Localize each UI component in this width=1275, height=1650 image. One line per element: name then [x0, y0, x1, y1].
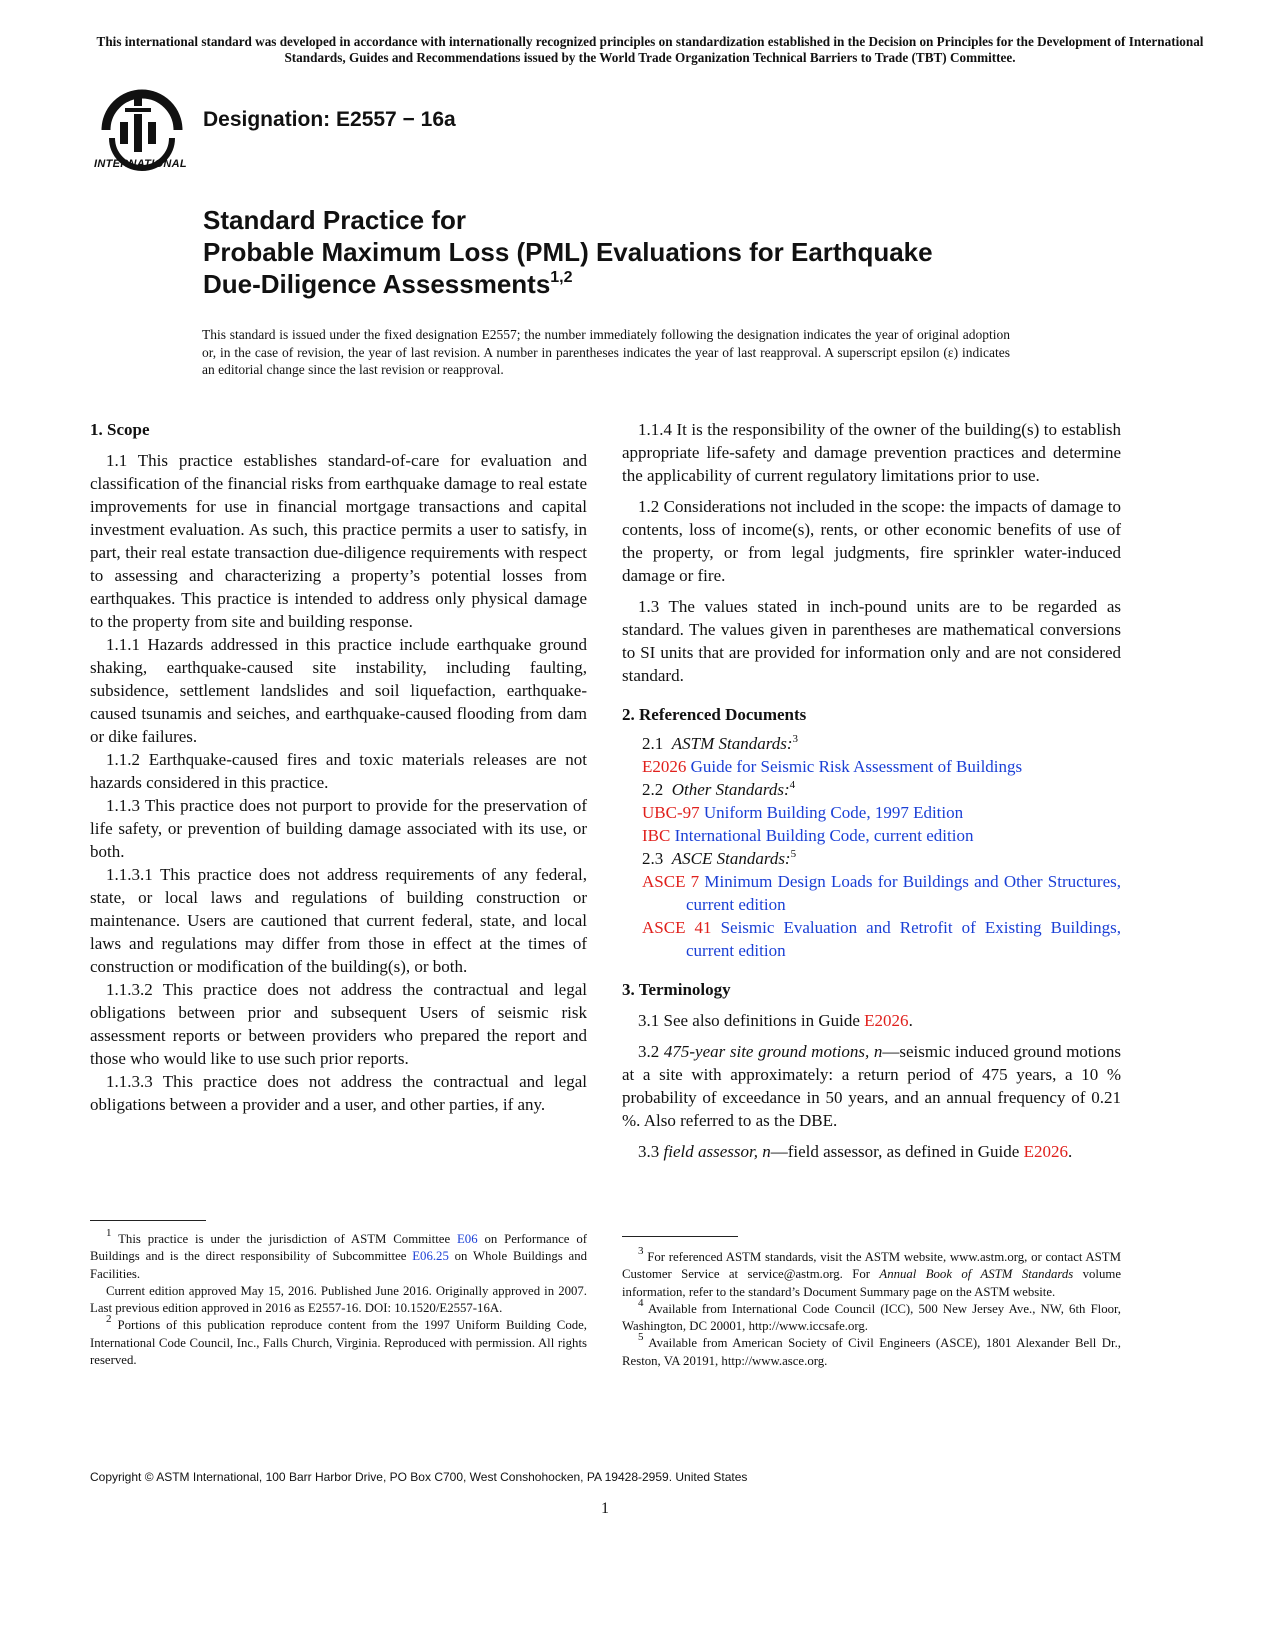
p3-3-num: 3.3	[638, 1142, 664, 1161]
fn1-link-e0625[interactable]: E06.25	[412, 1249, 449, 1264]
para-3-1	[622, 1009, 1121, 1032]
para-1-1-3-1: 1.1.3.1 This practice does not address requirements of any federal, state, or local laws and regulations of building construction or maintenance. Users are cautioned that current federal, state, and local laws and regulations may differ from those in effect at the times of construction or modification of the building(s), or both.	[90, 865, 587, 976]
ref-ibc-code[interactable]: IBC	[642, 826, 671, 845]
fn3-text-b: volume information, refer to the standard’s Document Summary page on the ASTM website.	[622, 1267, 1121, 1299]
s2-3-num: 2.3	[642, 849, 664, 868]
left-column	[90, 418, 587, 1116]
issued-note: This standard is issued under the fixed designation E2557; the number immediately following the designation indicates the year of original adoption or, in the case of revision, the year of last revision. A number in parentheses indicates the year of last reapproval. A superscript epsilon (ε) indicates an editorial change since the last revision or reapproval.	[202, 327, 1010, 377]
fn3-sup: 3	[638, 1245, 644, 1257]
astm-logo	[92, 86, 192, 172]
s2-3-label: ASCE Standards:	[671, 849, 791, 868]
footnote-rule-right	[622, 1236, 738, 1237]
fn3-text-a: For referenced ASTM standards, visit the ASTM website, www.astm.org, or contact ASTM Customer Service at service@astm.org. For	[622, 1250, 1121, 1282]
ref-ibc-link[interactable]: International Building Code, current edition	[674, 826, 974, 845]
p3-2-num: 3.2	[638, 1042, 664, 1061]
para-1-1-4: 1.1.4 It is the responsibility of the owner of the building(s) to establish appropriate life-safety and damage prevention practices and determine the applicability of current regulatory limitations prior to use.	[622, 420, 1121, 485]
title-line-3-text: Due-Diligence Assessments	[203, 269, 551, 299]
copyright: Copyright © ASTM International, 100 Barr Harbor Drive, PO Box C700, West Conshohocken, PA 19428-2959. United States	[90, 1470, 748, 1484]
header-note: This international standard was developed in accordance with internationally recognized principles on standardization established in the Decision on Principles for the Development of International Standards, Guides and Recommendations issued by the World Trade Organization Technical Barriers to Trade (TBT) Committee.	[96, 34, 1204, 65]
p3-3-link[interactable]: E2026	[1023, 1142, 1068, 1161]
footnotes-right	[622, 1245, 1121, 1370]
footnotes-left	[90, 1227, 587, 1369]
ref-e2026-link[interactable]: Guide for Seismic Risk Assessment of Buildings	[690, 757, 1023, 776]
p3-1-link[interactable]: E2026	[864, 1011, 909, 1030]
fn1-text-c: on Whole Buildings and Facilities.	[90, 1249, 587, 1281]
ref-asce7-code[interactable]: ASCE 7	[642, 872, 700, 891]
page-title	[203, 204, 933, 300]
footnote-2	[90, 1313, 587, 1369]
ref-asce7[interactable]	[622, 870, 1121, 916]
fn2-text: Portions of this publication reproduce content from the 1997 Uniform Building Code, International Code Council, Inc., Falls Church, Virginia. Reproduced with permission. All rights reserved.	[90, 1318, 587, 1368]
fn5-text: Available from American Society of Civil Engineers (ASCE), 1801 Alexander Bell Dr., Reston, VA 20191, http://www.asce.org.	[622, 1336, 1121, 1368]
para-1-1-3-2: 1.1.3.2 This practice does not address the contractual and legal obligations between prior and subsequent Users of seismic risk assessment reports or between providers who prepared the report and those who would like to use such prior reports.	[90, 980, 587, 1068]
para-1-2: 1.2 Considerations not included in the scope: the impacts of damage to contents, loss of income(s), rents, or other economic benefits of use of the property, or from legal judgments, fire sprinkler water-induced damage or fire.	[622, 497, 1121, 585]
ref-asce41-link[interactable]: Seismic Evaluation and Retrofit of Existing Buildings, current edition	[686, 918, 1121, 960]
para-1-1-3-3: 1.1.3.3 This practice does not address the contractual and legal obligations between a provider and a user, and other parties, if any.	[90, 1072, 587, 1114]
ref-ubc-link[interactable]: Uniform Building Code, 1997 Edition	[703, 803, 964, 822]
title-line-3	[203, 268, 933, 300]
para-1-3: 1.3 The values stated in inch-pound units are to be regarded as standard. The values given in parentheses are mathematical conversions to SI units that are provided for information only and are not considered standard.	[622, 597, 1121, 685]
s2-1-label: ASTM Standards:	[671, 734, 793, 753]
para-1-1-1: 1.1.1 Hazards addressed in this practice include earthquake ground shaking, earthquake-caused site instability, including faulting, subsidence, settlement landslides and soil liquefaction, earthquake-caused tsunamis and seiches, and earthquake-caused flooding from dam or dike failures.	[90, 635, 587, 746]
fn1-text-a: This practice is under the jurisdiction of ASTM Committee	[111, 1232, 457, 1246]
fn3-italic: Annual Book of ASTM Standards	[879, 1267, 1074, 1282]
fn1-sup: 1	[106, 1227, 112, 1239]
s2-2-num: 2.2	[642, 780, 664, 799]
fn4-sup: 4	[638, 1296, 644, 1309]
p3-1-text: 3.1 See also definitions in Guide	[638, 1011, 865, 1030]
para-1-1-3: 1.1.3 This practice does not purport to provide for the preservation of life safety, or prevention of building damage associated with its use, or both.	[90, 796, 587, 861]
p3-3-end: .	[1067, 1142, 1073, 1161]
fn4-text: Available from International Code Council (ICC), 500 New Jersey Ave., NW, 6th Floor, Washington, DC 20001, http://www.iccsafe.org.	[622, 1301, 1121, 1334]
section-3-heading: 3. Terminology	[622, 980, 731, 999]
p3-1-end: .	[908, 1011, 913, 1030]
ref-ibc[interactable]	[622, 824, 1121, 847]
section-2-heading: 2. Referenced Documents	[622, 705, 807, 724]
ref-asce41[interactable]	[622, 916, 1121, 962]
fn1-link-e06[interactable]: E06	[456, 1232, 478, 1246]
ref-ubc-code[interactable]: UBC-97	[642, 803, 700, 822]
astm-standards-label	[642, 732, 1121, 755]
s2-2-label: Other Standards:	[671, 780, 790, 799]
logo-text: INTERNATIONAL	[94, 158, 187, 170]
section-1-heading: 1. Scope	[90, 420, 150, 439]
p3-3-text: —field assessor, as defined in Guide	[770, 1142, 1024, 1161]
footnote-3	[622, 1245, 1121, 1301]
other-standards-label	[642, 778, 1121, 801]
para-3-3	[622, 1140, 1121, 1163]
title-sup: 1,2	[550, 269, 573, 286]
page-number: 1	[601, 1500, 609, 1517]
s2-3-sup: 5	[790, 848, 797, 860]
right-column	[622, 418, 1121, 1163]
para-1-1-2: 1.1.2 Earthquake-caused fires and toxic materials releases are not hazards considered in this practice.	[90, 750, 587, 792]
s2-1-num: 2.1	[642, 734, 664, 753]
s2-2-sup: 4	[789, 779, 796, 791]
footnote-1	[90, 1227, 587, 1283]
ref-ubc97[interactable]	[622, 801, 1121, 824]
s2-1-sup: 3	[792, 733, 798, 745]
ref-e2026[interactable]	[622, 755, 1121, 778]
fn5-sup: 5	[638, 1331, 644, 1344]
footnote-rule-left	[90, 1220, 206, 1221]
designation: Designation: E2557 − 16a	[203, 108, 456, 131]
ref-asce7-link[interactable]: Minimum Design Loads for Buildings and Other Structures, current edition	[686, 872, 1121, 914]
footnote-4	[622, 1296, 1121, 1336]
fn2-sup: 2	[106, 1313, 112, 1326]
title-line-1: Standard Practice for	[203, 205, 466, 235]
footnote-1-edition: Current edition approved May 15, 2016. Published June 2016. Originally approved in 2007. Last previous edition approved in 2016 as E2557-16. DOI: 10.1520/E2557-16A.	[90, 1283, 587, 1316]
p3-2-text: —seismic induced ground motions at a site with approximately: a return period of 475 years, a 10 % probability of exceedance in 50 years, and an annual frequency of 0.21 %. Also referred to as the DBE.	[622, 1042, 1121, 1130]
para-3-2	[622, 1040, 1121, 1132]
title-line-2: Probable Maximum Loss (PML) Evaluations for Earthquake	[203, 237, 933, 267]
ref-e2026-code[interactable]: E2026	[642, 757, 687, 776]
ref-asce41-code[interactable]: ASCE 41	[642, 918, 712, 937]
p3-3-term: field assessor, n	[663, 1142, 771, 1161]
fn1-text-b: on Performance of Buildings and is the direct responsibility of Subcommittee	[90, 1232, 587, 1264]
asce-standards-label	[642, 847, 1121, 870]
para-1-1: 1.1 This practice establishes standard-of-care for evaluation and classification of the financial risks from earthquake damage to real estate improvements for use in financial mortgage transactions and capital investment evaluation. As such, this practice permits a user to satisfy, in part, their real estate transaction due-diligence requirements with respect to assessing and characterizing a property’s potential losses from earthquakes. This practice is intended to address only physical damage to the property from site and building response.	[90, 451, 587, 631]
p3-2-term: 475-year site ground motions, n	[663, 1042, 883, 1061]
footnote-5	[622, 1331, 1121, 1370]
